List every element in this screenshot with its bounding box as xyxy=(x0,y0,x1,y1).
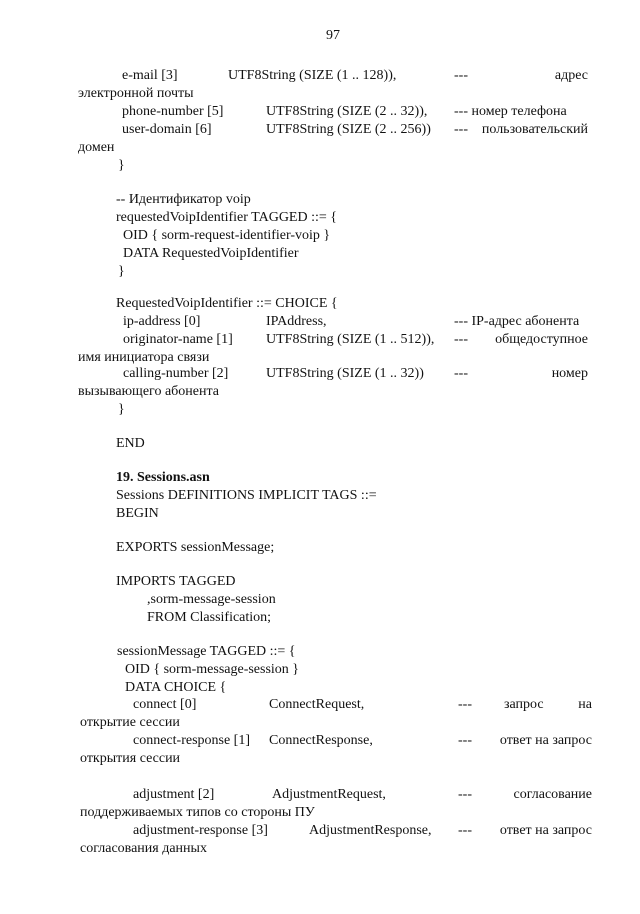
code-line: user-domain [6] xyxy=(122,122,212,137)
code-brace: } xyxy=(118,402,125,417)
code-line: UTF8String (SIZE (2 .. 32)), xyxy=(266,104,428,119)
code-line: OID { sorm-request-identifier-voip } xyxy=(123,228,331,243)
code-line: AdjustmentResponse, xyxy=(309,823,432,838)
comment-dashes: --- xyxy=(458,697,472,712)
code-line: ConnectResponse, xyxy=(269,733,373,748)
comment-text: ответ на запрос xyxy=(499,823,592,838)
code-line: calling-number [2] xyxy=(123,366,229,381)
comment-dashes: --- xyxy=(454,366,468,381)
code-line: adjustment [2] xyxy=(133,787,215,802)
comment-text: адрес xyxy=(554,68,588,83)
comment-dashes: --- xyxy=(454,122,468,137)
comment-dashes: --- xyxy=(458,823,472,838)
code-keyword: END xyxy=(116,436,145,451)
code-line: Sessions DEFINITIONS IMPLICIT TAGS ::= xyxy=(116,488,377,503)
code-line: AdjustmentRequest, xyxy=(272,787,386,802)
code-line: requestedVoipIdentifier TAGGED ::= { xyxy=(116,210,337,225)
comment-continuation: электронной почты xyxy=(78,86,194,101)
comment-continuation: открытия сессии xyxy=(80,751,181,766)
code-line: UTF8String (SIZE (1 .. 512)), xyxy=(266,332,435,347)
comment-text: запрос xyxy=(504,697,544,712)
code-comment: -- Идентификатор voip xyxy=(116,192,251,207)
code-line: EXPORTS sessionMessage; xyxy=(116,540,275,555)
code-line: IPAddress, xyxy=(266,314,327,329)
code-line: RequestedVoipIdentifier ::= CHOICE { xyxy=(116,296,338,311)
code-line: UTF8String (SIZE (1 .. 128)), xyxy=(228,68,397,83)
code-line: IMPORTS TAGGED xyxy=(116,574,236,589)
comment-dashes: --- xyxy=(458,733,472,748)
comment-dashes: --- xyxy=(454,68,468,83)
code-line: OID { sorm-message-session } xyxy=(125,662,300,677)
section-heading: 19. Sessions.asn xyxy=(116,470,210,485)
comment-text: общедоступное xyxy=(495,332,588,347)
comment-text: номер xyxy=(551,366,588,381)
code-keyword: BEGIN xyxy=(116,506,159,521)
code-line: connect-response [1] xyxy=(133,733,251,748)
comment-continuation: согласования данных xyxy=(80,841,207,856)
code-line: DATA CHOICE { xyxy=(125,680,227,695)
code-line: connect [0] xyxy=(133,697,197,712)
page-number: 97 xyxy=(326,28,340,43)
code-line: originator-name [1] xyxy=(123,332,233,347)
code-line: sessionMessage TAGGED ::= { xyxy=(117,644,296,659)
comment-continuation: домен xyxy=(78,140,115,155)
comment-text: согласование xyxy=(513,787,592,802)
code-brace: } xyxy=(118,264,125,279)
comment-text: --- IP-адрес абонента xyxy=(454,314,580,329)
code-line: UTF8String (SIZE (2 .. 256)) xyxy=(266,122,431,137)
code-line: ConnectRequest, xyxy=(269,697,365,712)
comment-continuation: вызывающего абонента xyxy=(78,384,219,399)
code-line: ip-address [0] xyxy=(123,314,201,329)
code-line: adjustment-response [3] xyxy=(133,823,268,838)
comment-continuation: открытие сессии xyxy=(80,715,180,730)
code-line: DATA RequestedVoipIdentifier xyxy=(123,246,299,261)
code-line: ,sorm-message-session xyxy=(147,592,276,607)
code-line: e-mail [3] xyxy=(122,68,178,83)
code-line: FROM Classification; xyxy=(147,610,272,625)
comment-text: --- номер телефона xyxy=(454,104,567,119)
code-brace: } xyxy=(118,158,125,173)
comment-text: на xyxy=(578,697,592,712)
code-line: phone-number [5] xyxy=(122,104,224,119)
comment-text: ответ на запрос xyxy=(499,733,592,748)
code-line: UTF8String (SIZE (1 .. 32)) xyxy=(266,366,424,381)
comment-dashes: --- xyxy=(454,332,468,347)
comment-continuation: поддерживаемых типов со стороны ПУ xyxy=(80,805,315,820)
comment-continuation: имя инициатора связи xyxy=(78,350,210,365)
comment-text: пользовательский xyxy=(481,122,588,137)
comment-dashes: --- xyxy=(458,787,472,802)
